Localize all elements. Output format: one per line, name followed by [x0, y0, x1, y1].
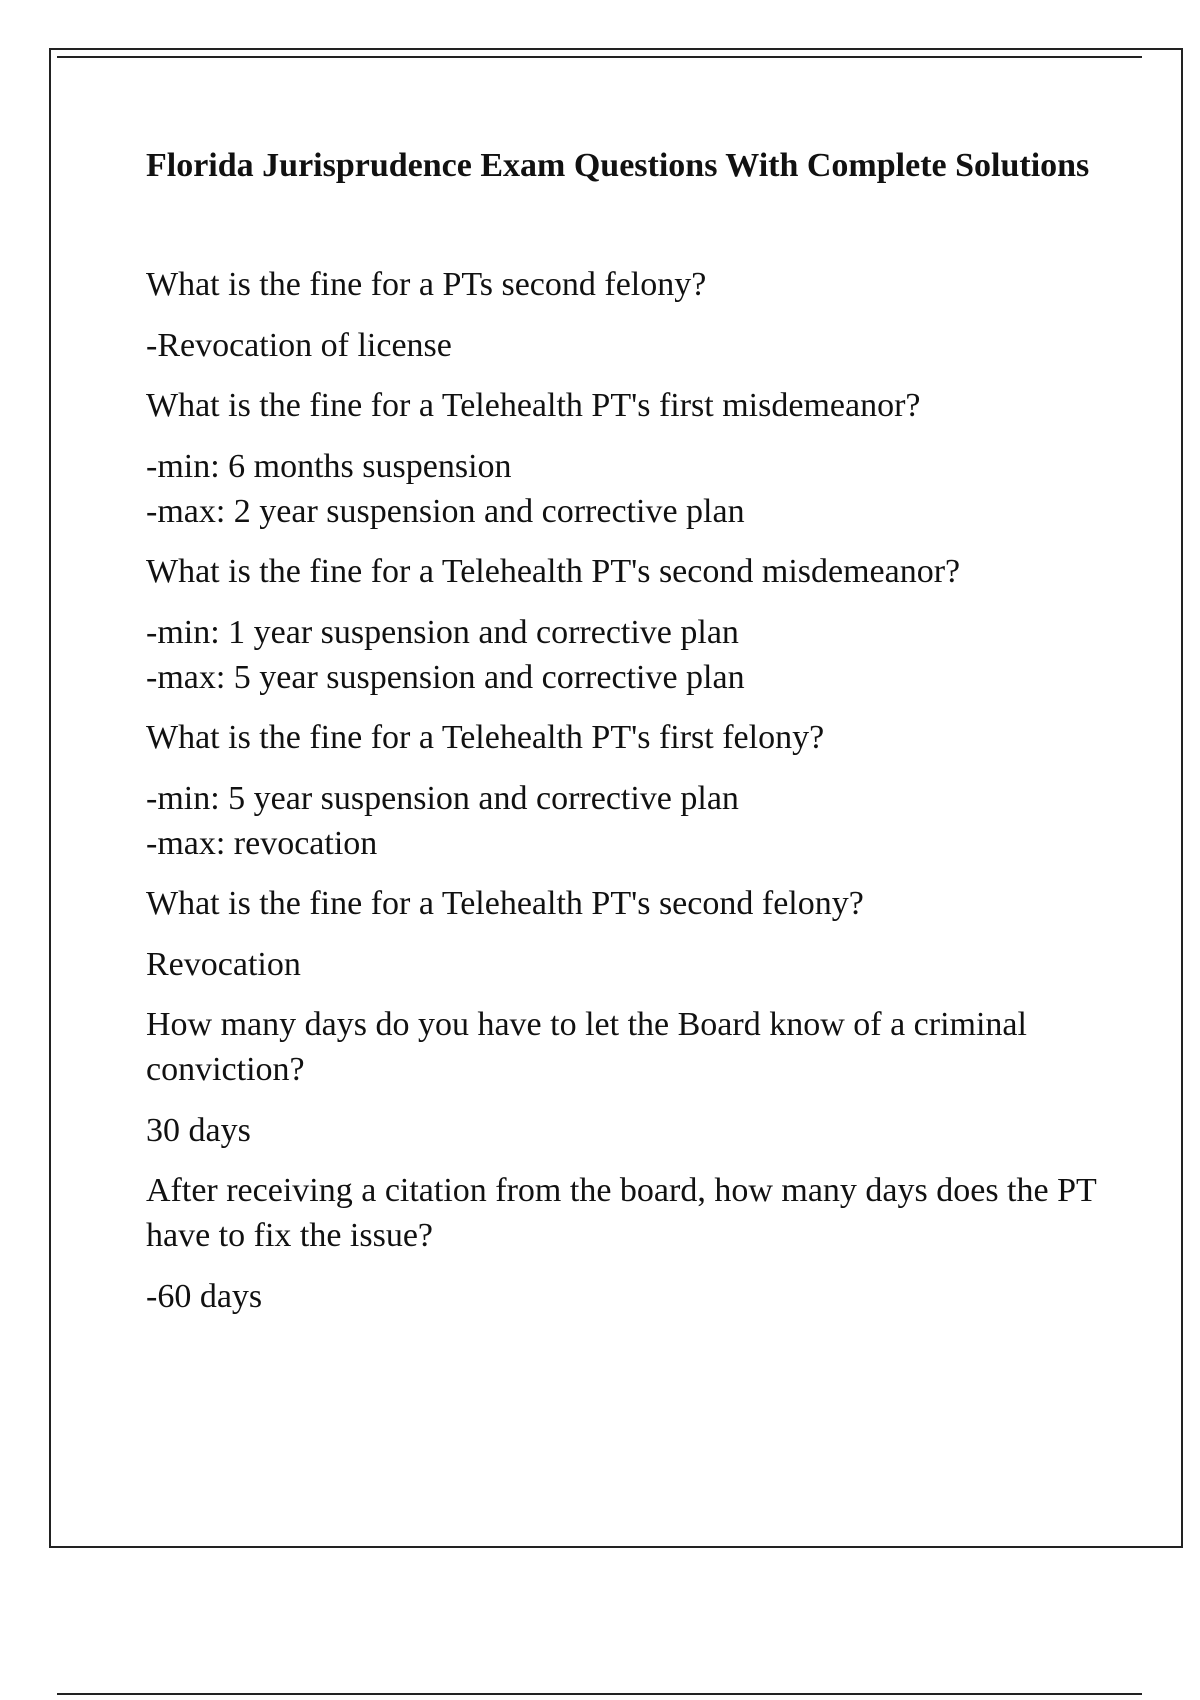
answer-text: -max: revocation — [146, 825, 378, 862]
question-text: What is the fine for a Telehealth PT's second felony? — [146, 885, 864, 922]
qa-item — [146, 549, 1106, 700]
answer-text: -min: 1 year suspension and corrective plan — [146, 614, 739, 651]
document-body — [146, 143, 1106, 1334]
answer-block — [146, 942, 1106, 987]
qa-item — [146, 715, 1106, 866]
answer-block — [146, 323, 1106, 368]
answer-text: -Revocation of license — [146, 327, 452, 364]
question-text: What is the fine for a Telehealth PT's first misdemeanor? — [146, 387, 921, 424]
question-text: After receiving a citation from the board, how many days does the PT have to fix the issue? — [146, 1172, 1097, 1254]
document-title: Florida Jurisprudence Exam Questions With Complete Solutions — [146, 147, 1090, 184]
qa-item — [146, 1002, 1106, 1153]
qa-item — [146, 262, 1106, 368]
question-text: What is the fine for a Telehealth PT's second misdemeanor? — [146, 553, 961, 590]
answer-block — [146, 776, 1106, 866]
answer-block — [146, 1274, 1106, 1319]
answer-text: 30 days — [146, 1112, 251, 1149]
answer-block — [146, 444, 1106, 534]
answer-block — [146, 610, 1106, 700]
answer-text: Revocation — [146, 946, 301, 983]
header-rule — [57, 56, 1142, 58]
question-text: What is the fine for a PTs second felony? — [146, 266, 707, 303]
question-text: What is the fine for a Telehealth PT's first felony? — [146, 719, 825, 756]
qa-item — [146, 1168, 1106, 1319]
answer-block — [146, 1108, 1106, 1153]
qa-item — [146, 383, 1106, 534]
question-text: How many days do you have to let the Board know of a criminal conviction? — [146, 1006, 1027, 1088]
answer-text: -max: 2 year suspension and corrective plan — [146, 493, 745, 530]
footer-rule — [57, 1693, 1142, 1695]
answer-text: -min: 5 year suspension and corrective plan — [146, 780, 739, 817]
qa-item — [146, 881, 1106, 987]
answer-text: -60 days — [146, 1278, 263, 1315]
answer-text: -min: 6 months suspension — [146, 448, 512, 485]
answer-text: -max: 5 year suspension and corrective plan — [146, 659, 745, 696]
